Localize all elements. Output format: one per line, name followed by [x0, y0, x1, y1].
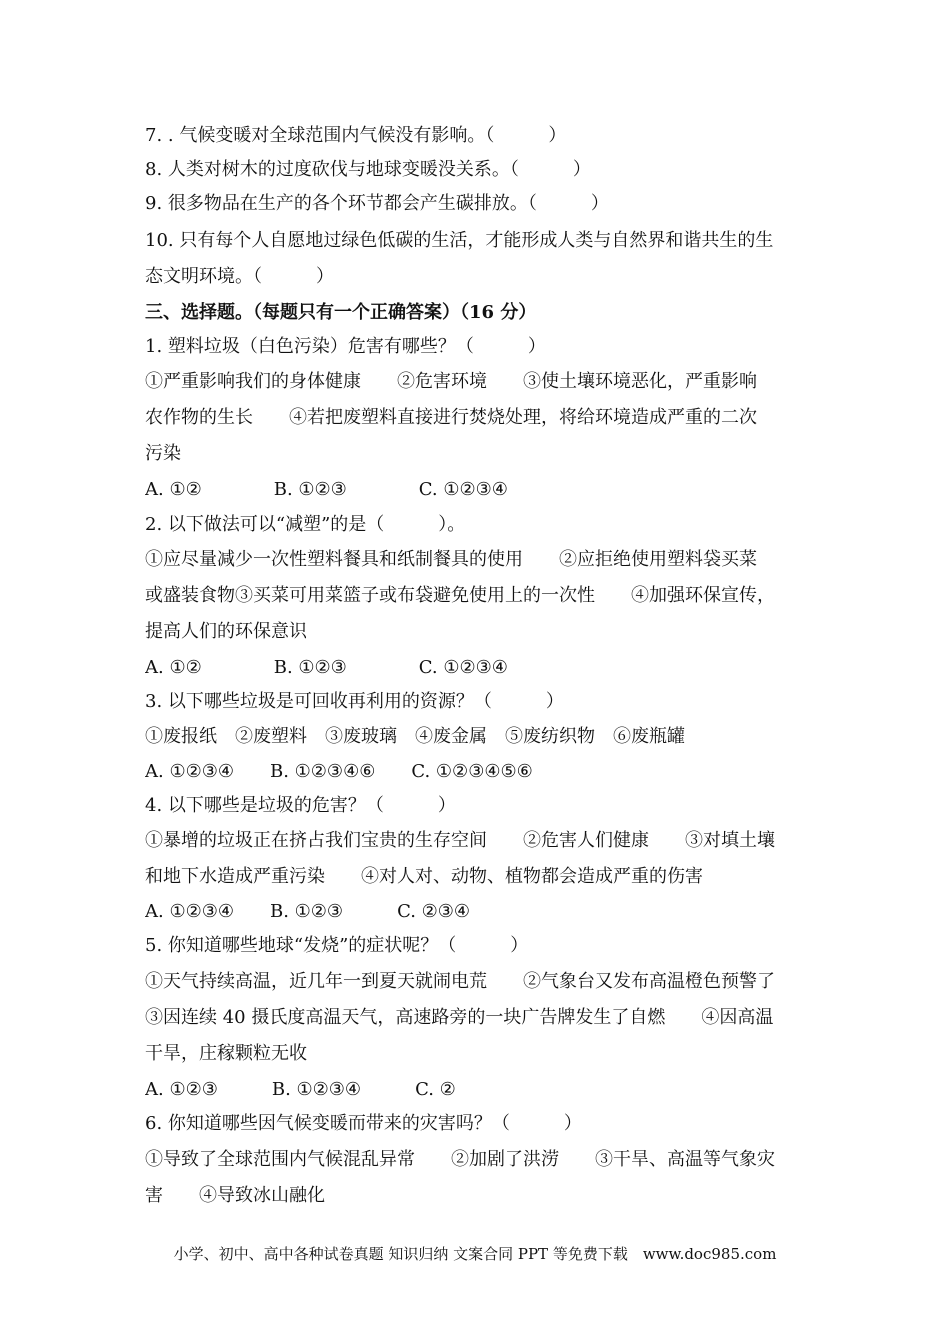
mc-question-2-line-3: 提高人们的环保意识: [145, 621, 307, 642]
section-3-title: 三、选择题。（每题只有一个正确答案）（16 分）: [145, 302, 537, 323]
mc-question-1-stem: 1. 塑料垃圾（白色污染）危害有哪些？（ ）: [145, 336, 546, 357]
mc-question-2-line-1: ①应尽量减少一次性塑料餐具和纸制餐具的使用 ②应拒绝使用塑料袋买菜: [145, 549, 757, 570]
mc-question-5-line-2: ③因连续 40 摄氏度高温天气，高速路旁的一块广告牌发生了自燃 ④因高温: [145, 1007, 774, 1028]
question-9: 9. 很多物品在生产的各个环节都会产生碳排放。（ ）: [145, 193, 609, 214]
mc-question-4-options: A. ①②③④ B. ①②③ C. ②③④: [145, 901, 471, 922]
mc-question-5-stem: 5. 你知道哪些地球“发烧”的症状呢？（ ）: [145, 935, 529, 956]
mc-question-1-line-1: ①严重影响我们的身体健康 ②危害环境 ③使土壤环境恶化，严重影响: [145, 371, 757, 392]
mc-question-4-line-1: ①暴增的垃圾正在挤占我们宝贵的生存空间 ②危害人们健康 ③对填土壤: [145, 830, 775, 851]
question-10-line-2: 态文明环境。（ ）: [145, 266, 334, 287]
mc-question-4-line-2: 和地下水造成严重污染 ④对人对、动物、植物都会造成严重的伤害: [145, 866, 703, 887]
page-footer: 小学、初中、高中各种试卷真题 知识归纳 文案合同 PPT 等免费下载 www.doc985.com: [173, 1245, 777, 1263]
mc-question-2-options: A. ①② B. ①②③ C. ①②③④: [145, 657, 508, 678]
mc-question-6-line-2: 害 ④导致冰山融化: [145, 1185, 325, 1206]
mc-question-5-line-3: 干旱，庄稼颗粒无收: [145, 1043, 307, 1064]
mc-question-5-options: A. ①②③ B. ①②③④ C. ②: [145, 1079, 456, 1100]
mc-question-4-stem: 4. 以下哪些是垃圾的危害？（ ）: [145, 795, 456, 816]
mc-question-2-stem: 2. 以下做法可以“减塑”的是（ ）。: [145, 514, 466, 535]
mc-question-3-options: A. ①②③④ B. ①②③④⑥ C. ①②③④⑤⑥: [145, 761, 533, 782]
question-8: 8. 人类对树木的过度砍伐与地球变暖没关系。（ ）: [145, 159, 591, 180]
question-7: 7. . 气候变暖对全球范围内气候没有影响。（ ）: [145, 125, 567, 146]
mc-question-1-options: A. ①② B. ①②③ C. ①②③④: [145, 479, 508, 500]
mc-question-1-line-2: 农作物的生长 ④若把废塑料直接进行焚烧处理，将给环境造成严重的二次: [145, 407, 757, 428]
mc-question-6-stem: 6. 你知道哪些因气候变暖而带来的灾害吗？（ ）: [145, 1113, 582, 1134]
mc-question-2-line-2: 或盛装食物③买菜可用菜篮子或布袋避免使用上的一次性 ④加强环保宣传，: [145, 585, 775, 606]
mc-question-3-stem: 3. 以下哪些垃圾是可回收再利用的资源？（ ）: [145, 691, 564, 712]
mc-question-3-line-1: ①废报纸 ②废塑料 ③废玻璃 ④废金属 ⑤废纺织物 ⑥废瓶罐: [145, 726, 685, 747]
mc-question-1-line-3: 污染: [145, 443, 181, 464]
mc-question-6-line-1: ①导致了全球范围内气候混乱异常 ②加剧了洪涝 ③干旱、高温等气象灾: [145, 1149, 775, 1170]
question-10-line-1: 10. 只有每个人自愿地过绿色低碳的生活，才能形成人类与自然界和谐共生的生: [145, 230, 774, 251]
mc-question-5-line-1: ①天气持续高温，近几年一到夏天就闹电荒 ②气象台又发布高温橙色预警了: [145, 971, 775, 992]
